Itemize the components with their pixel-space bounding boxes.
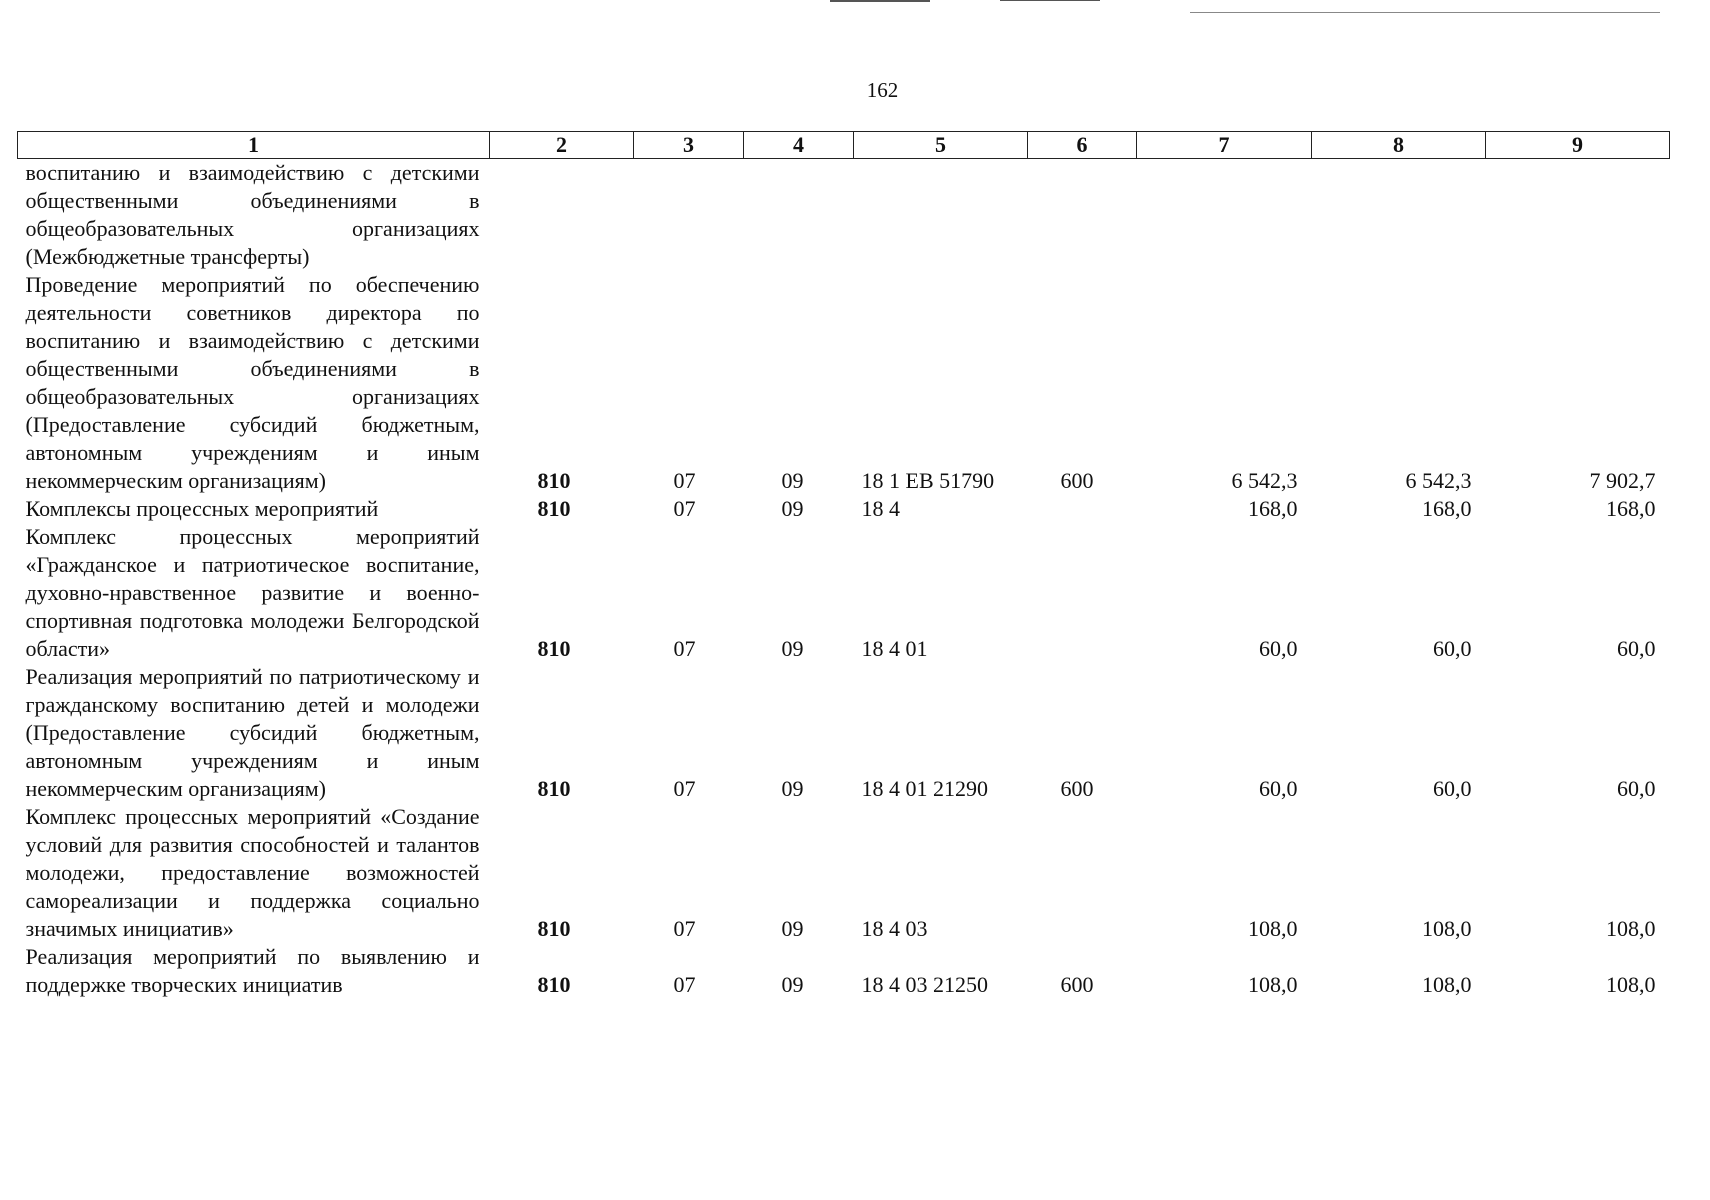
row-amount-col9: 108,0 [1606,972,1656,997]
row-target-code: 18 4 03 [861,916,928,941]
row-amount-col8 [1312,159,1486,272]
row-admin-code: 810 [537,916,571,941]
row-admin-code: 810 [537,972,571,997]
row-target-code: 18 4 03 21250 [861,972,988,997]
row-target-code [854,159,1028,272]
row-section: 07 [673,916,696,941]
row-amount-col8: 168,0 [1422,496,1472,521]
row-admin-code: 810 [537,496,571,521]
row-amount-col7: 168,0 [1248,496,1298,521]
page-number: 162 [866,78,899,102]
row-amount-col8: 108,0 [1422,916,1472,941]
scan-artifact [1000,0,1100,1]
row-amount-col7: 108,0 [1248,916,1298,941]
row-admin-code: 810 [537,468,571,493]
row-amount-col9 [1486,159,1670,272]
row-admin-code: 810 [537,776,571,801]
row-section: 07 [673,776,696,801]
header-col-8: 8 [1312,132,1486,159]
header-col-2: 2 [490,132,634,159]
table-row [18,159,1670,272]
row-subsection: 09 [781,972,804,997]
table-row [18,523,1670,663]
row-description: Комплексы процессных мероприятий [25,496,379,521]
row-expense-type: 600 [1060,468,1094,493]
row-amount-col9: 168,0 [1606,496,1656,521]
row-amount-col8: 108,0 [1422,972,1472,997]
header-col-1: 1 [18,132,490,159]
row-expense-type [1028,523,1137,663]
scan-artifact [1190,12,1660,13]
header-col-9: 9 [1486,132,1670,159]
row-section: 07 [673,468,696,493]
row-amount-col7: 60,0 [1259,776,1298,801]
row-amount-col7: 60,0 [1259,636,1298,661]
row-section: 07 [673,496,696,521]
table-row [18,663,1670,803]
header-row [18,132,1670,159]
row-expense-type [1028,803,1137,943]
row-amount-col8: 60,0 [1433,636,1472,661]
row-admin-code [490,159,634,272]
header-col-5: 5 [854,132,1028,159]
row-section: 07 [673,636,696,661]
row-amount-col8: 60,0 [1433,776,1472,801]
row-description: Реализация мероприятий по выявлению и поддержке творческих инициатив [25,944,480,997]
row-expense-type: 600 [1060,776,1094,801]
row-expense-type [1028,159,1137,272]
row-amount-col9: 60,0 [1617,776,1656,801]
row-description: Комплекс процессных мероприятий «Создание условий для развития способностей и талантов молодежи, предоставление возможностей самореализации и поддержка социально значимых инициатив» [25,804,480,941]
scan-artifact [830,0,930,2]
row-amount-col7: 108,0 [1248,972,1298,997]
row-section: 07 [673,972,696,997]
row-description: Реализация мероприятий по патриотическому и гражданскому воспитанию детей и молодежи (Предоставление субсидий бюджетным, автономным учреждениям и иным некоммерческим организациям) [25,664,480,801]
row-amount-col8: 6 542,3 [1405,468,1472,493]
row-amount-col9: 108,0 [1606,916,1656,941]
row-amount-col9: 60,0 [1617,636,1656,661]
table-row [18,271,1670,495]
row-target-code: 18 4 01 21290 [861,776,988,801]
row-description: воспитанию и взаимодействию с детскими общественными объединениями в общеобразовательных организациях (Межбюджетные трансферты) [25,160,480,269]
budget-table [17,131,1670,999]
table-row [18,495,1670,523]
header-col-7: 7 [1137,132,1312,159]
row-admin-code: 810 [537,636,571,661]
row-section [634,159,744,272]
row-target-code: 18 1 ЕВ 51790 [861,468,995,493]
row-amount-col7: 6 542,3 [1231,468,1298,493]
row-subsection: 09 [781,468,804,493]
row-expense-type [1028,495,1137,523]
row-subsection: 09 [781,916,804,941]
row-amount-col7 [1137,159,1312,272]
table-row [18,943,1670,999]
row-expense-type: 600 [1060,972,1094,997]
header-col-6: 6 [1028,132,1137,159]
row-subsection [744,159,854,272]
table-header [18,132,1670,159]
header-col-4: 4 [744,132,854,159]
header-col-3: 3 [634,132,744,159]
row-target-code: 18 4 [861,496,900,521]
table-row [18,803,1670,943]
table-body [18,159,1670,1000]
row-target-code: 18 4 01 [861,636,928,661]
row-subsection: 09 [781,776,804,801]
row-subsection: 09 [781,636,804,661]
row-description: Проведение мероприятий по обеспечению деятельности советников директора по воспитанию и взаимодействию с детскими общественными объединениями в общеобразовательных организациях (Предоставление субсидий бюджетным, автономным учреждениям и иным некоммерческим организациям) [25,272,480,493]
row-subsection: 09 [781,496,804,521]
row-description: Комплекс процессных мероприятий «Гражданское и патриотическое воспитание, духовно-нравственное развитие и военно-спортивная подготовка молодежи Белгородской области» [25,524,480,661]
row-amount-col9: 7 902,7 [1589,468,1656,493]
